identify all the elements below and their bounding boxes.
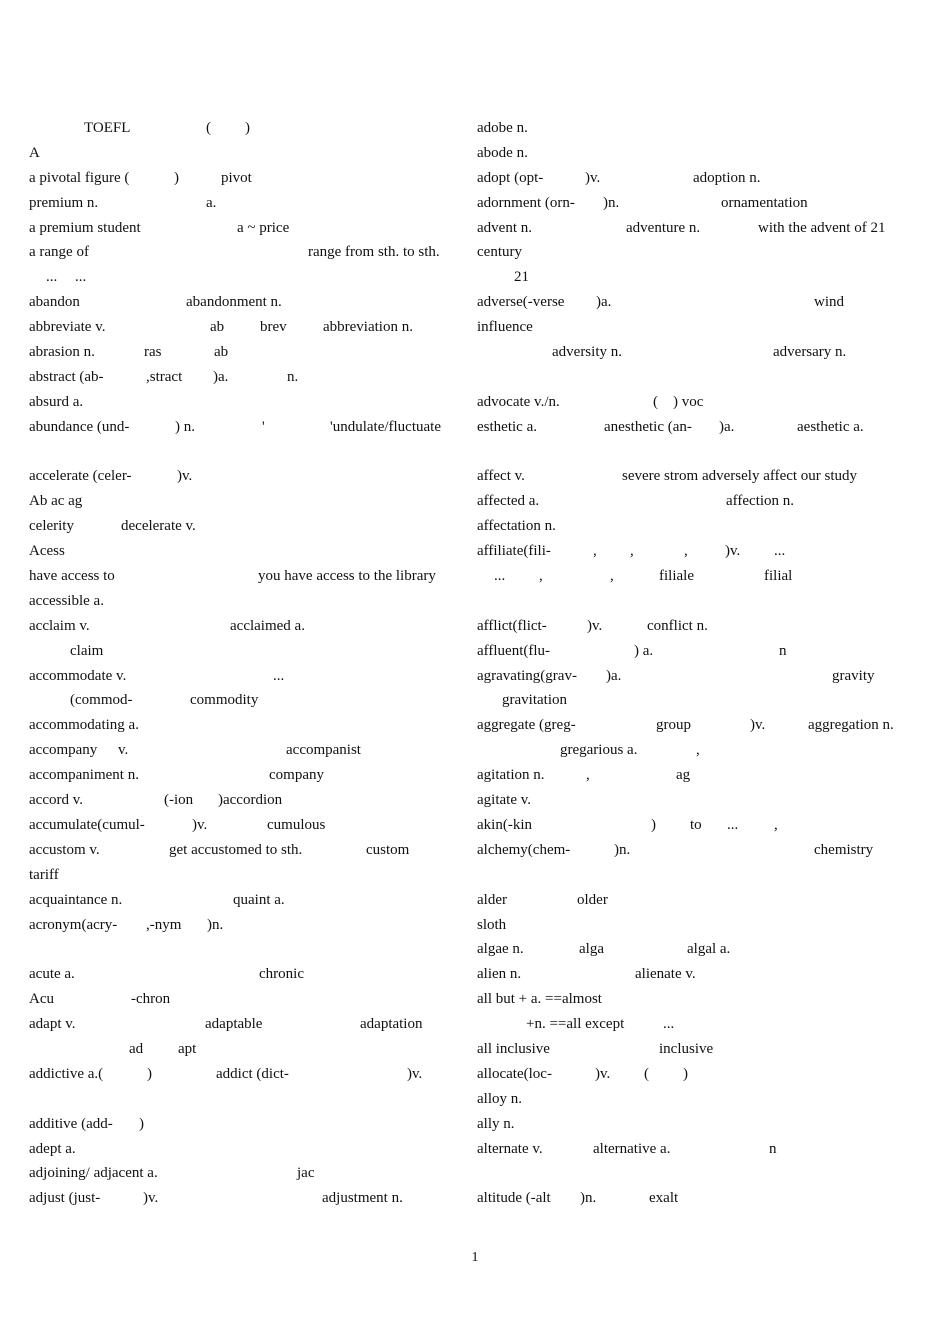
vocab-line bbox=[477, 713, 907, 738]
vocab-line bbox=[29, 888, 459, 913]
vocab-line bbox=[477, 738, 907, 763]
text-segment: agravating(grav- bbox=[477, 667, 577, 684]
vocab-line bbox=[477, 489, 907, 514]
text-segment: alien n. bbox=[477, 966, 522, 983]
vocab-line bbox=[29, 390, 459, 415]
text-segment: a range of bbox=[29, 244, 89, 261]
text-segment: absurd a. bbox=[29, 393, 84, 410]
vocab-line bbox=[29, 788, 459, 813]
text-segment: get accustomed to sth. bbox=[169, 841, 303, 858]
text-segment: affect v. bbox=[477, 468, 525, 485]
text-segment: ( bbox=[206, 120, 211, 136]
vocab-line bbox=[29, 464, 459, 489]
vocab-line bbox=[477, 265, 907, 290]
vocab-line bbox=[29, 1137, 459, 1162]
text-segment: Acess bbox=[29, 543, 65, 560]
text-segment: additive (add- bbox=[29, 1115, 113, 1132]
text-segment: tariff bbox=[29, 866, 59, 883]
vocab-line bbox=[477, 166, 907, 191]
text-segment: (commod- bbox=[70, 692, 133, 709]
text-segment: adjust (just- bbox=[29, 1190, 101, 1207]
text-segment: affected a. bbox=[477, 493, 540, 510]
text-segment: exalt bbox=[649, 1190, 679, 1207]
text-segment: adornment (orn- bbox=[477, 194, 575, 211]
vocab-line bbox=[477, 1186, 907, 1211]
vocab-line bbox=[29, 290, 459, 315]
blank-line bbox=[477, 863, 907, 888]
text-segment: aggregate (greg- bbox=[477, 717, 576, 734]
text-segment: n bbox=[779, 642, 787, 659]
text-segment: ) n. bbox=[175, 418, 195, 435]
text-segment: ally n. bbox=[477, 1115, 515, 1132]
section-letter: A bbox=[29, 144, 40, 161]
text-segment: ras bbox=[144, 344, 162, 361]
blank-line bbox=[29, 937, 459, 962]
vocab-line bbox=[29, 688, 459, 713]
text-segment: adventure n. bbox=[626, 219, 701, 236]
text-segment: accommodate v. bbox=[29, 667, 127, 684]
vocab-line bbox=[29, 365, 459, 390]
vocab-line bbox=[477, 216, 907, 241]
text-segment: , bbox=[593, 543, 597, 560]
text-segment: accumulate(cumul- bbox=[29, 816, 145, 833]
text-segment: a pivotal figure ( bbox=[29, 169, 130, 186]
text-segment: range from sth. to sth. bbox=[308, 244, 440, 261]
text-segment: ' bbox=[262, 418, 265, 435]
text-segment: acclaimed a. bbox=[230, 617, 305, 634]
text-segment: )n. bbox=[207, 916, 224, 933]
text-segment: , bbox=[630, 543, 634, 560]
text-segment: a premium student bbox=[29, 219, 141, 236]
text-segment: 21 bbox=[514, 269, 529, 286]
text-segment: affiliate(fili- bbox=[477, 543, 551, 560]
text-segment: ... bbox=[273, 667, 285, 684]
vocab-line bbox=[477, 191, 907, 216]
text-segment: aesthetic a. bbox=[797, 418, 864, 435]
text-segment: pivot bbox=[221, 169, 252, 186]
vocab-line bbox=[29, 838, 459, 863]
vocab-line bbox=[477, 1087, 907, 1112]
text-segment: )v. bbox=[407, 1065, 423, 1082]
text-segment: inclusive bbox=[659, 1040, 714, 1057]
text-segment: gregarious a. bbox=[560, 742, 638, 759]
text-segment: ,-nym bbox=[146, 916, 182, 933]
text-segment: afflict(flict- bbox=[477, 617, 547, 634]
vocab-line bbox=[29, 141, 459, 166]
text-segment: wind bbox=[814, 294, 844, 311]
text-segment: jac bbox=[297, 1165, 315, 1182]
text-segment: ab bbox=[214, 344, 229, 361]
text-segment: abrasion n. bbox=[29, 344, 95, 361]
text-segment: ,stract bbox=[146, 368, 183, 385]
page-number: 1 bbox=[471, 1250, 479, 1265]
text-segment: esthetic a. bbox=[477, 418, 537, 435]
vocab-line bbox=[29, 564, 459, 589]
text-segment: ... bbox=[494, 568, 506, 585]
text-segment: , bbox=[696, 742, 700, 759]
vocab-line bbox=[29, 514, 459, 539]
text-segment: )v. bbox=[750, 717, 766, 734]
vocab-line bbox=[29, 415, 459, 440]
text-segment: a ~ price bbox=[237, 219, 290, 236]
text-segment: ab bbox=[210, 319, 225, 336]
vocab-line bbox=[477, 1012, 907, 1037]
text-segment: alga bbox=[579, 941, 604, 958]
text-segment: , bbox=[610, 568, 614, 585]
text-segment: severe strom adversely affect our study bbox=[622, 468, 858, 485]
vocab-line bbox=[29, 713, 459, 738]
text-segment: to bbox=[690, 816, 702, 833]
text-segment: filiale bbox=[659, 568, 694, 585]
vocab-line bbox=[477, 415, 907, 440]
text-segment: cumulous bbox=[267, 816, 326, 833]
text-segment: ) bbox=[147, 1065, 152, 1082]
text-segment: have access to bbox=[29, 568, 115, 585]
text-segment: celerity bbox=[29, 518, 74, 535]
text-segment: )v. bbox=[143, 1190, 159, 1207]
text-segment: aggregation n. bbox=[808, 717, 894, 734]
text-segment: chronic bbox=[259, 966, 304, 983]
text-segment: acquaintance n. bbox=[29, 891, 123, 908]
vocab-line bbox=[477, 763, 907, 788]
text-segment: adapt v. bbox=[29, 1016, 76, 1033]
text-segment: (-ion bbox=[164, 792, 194, 809]
text-segment: accord v. bbox=[29, 792, 83, 809]
text-segment: affection n. bbox=[726, 493, 795, 510]
text-segment: , bbox=[586, 767, 590, 784]
text-segment: accompany bbox=[29, 742, 98, 759]
vocab-line bbox=[29, 1112, 459, 1137]
text-segment: )n. bbox=[580, 1190, 597, 1207]
text-segment: acute a. bbox=[29, 966, 75, 983]
vocab-line bbox=[477, 464, 907, 489]
text-segment: adopt (opt- bbox=[477, 169, 544, 186]
blank-line bbox=[477, 440, 907, 465]
text-segment: advent n. bbox=[477, 219, 532, 236]
text-segment: apt bbox=[178, 1040, 197, 1057]
text-segment: agitation n. bbox=[477, 767, 545, 784]
text-segment: century bbox=[477, 244, 522, 261]
vocab-line bbox=[477, 813, 907, 838]
vocab-line bbox=[29, 1186, 459, 1211]
text-segment: accelerate (celer- bbox=[29, 468, 132, 485]
vocab-line bbox=[29, 191, 459, 216]
text-segment: chemistry bbox=[814, 841, 874, 858]
text-segment: ornamentation bbox=[721, 194, 808, 211]
vocab-line bbox=[29, 913, 459, 938]
text-segment: Acu bbox=[29, 991, 54, 1008]
text-segment: ad bbox=[129, 1040, 144, 1057]
text-segment: filial bbox=[764, 568, 793, 585]
text-segment: affluent(flu- bbox=[477, 642, 551, 659]
text-segment: Ab ac ag bbox=[29, 493, 83, 510]
vocab-line bbox=[477, 937, 907, 962]
text-segment: adaptable bbox=[205, 1016, 263, 1033]
text-segment: ) bbox=[683, 1065, 688, 1082]
vocab-line bbox=[29, 813, 459, 838]
vocab-line bbox=[29, 489, 459, 514]
left-column bbox=[29, 116, 459, 1211]
vocab-line bbox=[477, 913, 907, 938]
text-segment: adversary n. bbox=[773, 344, 847, 361]
text-segment: )v. bbox=[587, 617, 603, 634]
vocab-line bbox=[477, 141, 907, 166]
text-segment: all but + a. ==almost bbox=[477, 991, 602, 1008]
text-segment: , bbox=[539, 568, 543, 585]
vocab-line bbox=[29, 738, 459, 763]
vocab-line bbox=[29, 763, 459, 788]
vocab-line bbox=[477, 1137, 907, 1162]
text-segment: quaint a. bbox=[233, 891, 285, 908]
text-segment: )v. bbox=[192, 816, 208, 833]
vocab-line bbox=[29, 962, 459, 987]
text-segment: claim bbox=[70, 642, 104, 659]
text-segment: with the advent of 21 bbox=[758, 219, 886, 236]
text-segment: n. bbox=[287, 368, 299, 385]
vocab-line bbox=[29, 166, 459, 191]
text-segment: adverse(-verse bbox=[477, 294, 565, 311]
text-segment: accustom v. bbox=[29, 841, 100, 858]
text-segment: )a. bbox=[606, 667, 622, 684]
text-segment: )v. bbox=[595, 1065, 611, 1082]
text-segment: a. bbox=[206, 194, 217, 211]
text-segment: accommodating a. bbox=[29, 717, 139, 734]
text-segment: , bbox=[684, 543, 688, 560]
text-segment: you have access to the library bbox=[258, 568, 436, 585]
text-segment: ) a. bbox=[634, 642, 654, 659]
text-segment: accessible a. bbox=[29, 592, 104, 609]
text-segment: abbreviate v. bbox=[29, 319, 106, 336]
text-segment: accompanist bbox=[286, 742, 361, 759]
text-segment: conflict n. bbox=[647, 617, 708, 634]
vocab-line bbox=[477, 788, 907, 813]
text-segment: decelerate v. bbox=[121, 518, 196, 535]
vocab-line bbox=[477, 639, 907, 664]
text-segment: ... bbox=[727, 816, 739, 833]
text-segment: adjoining/ adjacent a. bbox=[29, 1165, 158, 1182]
text-segment: alternate v. bbox=[477, 1140, 543, 1157]
text-segment: ... bbox=[46, 269, 58, 286]
vocab-line bbox=[29, 664, 459, 689]
vocab-line bbox=[29, 539, 459, 564]
text-segment: alder bbox=[477, 891, 507, 908]
text-segment: ) voc bbox=[673, 393, 704, 410]
vocab-line bbox=[29, 987, 459, 1012]
text-segment: sloth bbox=[477, 916, 507, 933]
text-segment: )n. bbox=[614, 841, 631, 858]
text-segment: older bbox=[577, 891, 608, 908]
vocab-line bbox=[477, 838, 907, 863]
text-segment: adobe n. bbox=[477, 120, 528, 136]
text-segment: company bbox=[269, 767, 324, 784]
text-segment: ) bbox=[245, 120, 250, 136]
text-segment: alienate v. bbox=[635, 966, 696, 983]
text-segment: commodity bbox=[190, 692, 259, 709]
text-segment: brev bbox=[260, 319, 287, 336]
text-segment: abundance (und- bbox=[29, 418, 130, 435]
text-segment: )v. bbox=[725, 543, 741, 560]
text-segment: addictive a.( bbox=[29, 1065, 104, 1082]
vocab-line bbox=[29, 240, 459, 265]
blank-line bbox=[29, 1087, 459, 1112]
text-segment: -chron bbox=[131, 991, 171, 1008]
text-segment: agitate v. bbox=[477, 792, 532, 809]
vocab-line bbox=[477, 539, 907, 564]
text-segment: ag bbox=[676, 767, 691, 784]
text-segment: influence bbox=[477, 319, 533, 336]
vocab-line bbox=[29, 265, 459, 290]
right-column bbox=[477, 116, 907, 1211]
text-segment: )v. bbox=[585, 169, 601, 186]
text-segment: group bbox=[656, 717, 691, 734]
vocab-line bbox=[477, 514, 907, 539]
text-segment: ... bbox=[774, 543, 786, 560]
text-segment: adaptation bbox=[360, 1016, 423, 1033]
text-segment: algae n. bbox=[477, 941, 524, 958]
vocab-line bbox=[477, 688, 907, 713]
text-segment: )accordion bbox=[218, 792, 283, 809]
vocab-line bbox=[477, 888, 907, 913]
text-segment: n bbox=[769, 1140, 777, 1157]
text-segment: all inclusive bbox=[477, 1040, 550, 1057]
vocab-line bbox=[29, 1161, 459, 1186]
vocab-line bbox=[477, 390, 907, 415]
vocab-line bbox=[477, 962, 907, 987]
text-segment: acclaim v. bbox=[29, 617, 90, 634]
text-segment: allocate(loc- bbox=[477, 1065, 552, 1082]
text-segment: abbreviation n. bbox=[323, 319, 413, 336]
vocab-line bbox=[29, 863, 459, 888]
vocab-line bbox=[29, 1037, 459, 1062]
text-segment: ) bbox=[174, 169, 179, 186]
text-segment: gravity bbox=[832, 667, 875, 684]
text-segment: adept a. bbox=[29, 1140, 76, 1157]
vocab-line bbox=[29, 589, 459, 614]
text-segment: ... bbox=[75, 269, 87, 286]
blank-line bbox=[477, 365, 907, 390]
text-segment: acronym(acry- bbox=[29, 916, 118, 933]
text-segment: , bbox=[774, 816, 778, 833]
vocab-line bbox=[477, 116, 907, 141]
vocab-line bbox=[477, 340, 907, 365]
text-segment: )a. bbox=[719, 418, 735, 435]
vocab-line bbox=[477, 987, 907, 1012]
text-segment: adversity n. bbox=[552, 344, 622, 361]
vocab-line bbox=[477, 240, 907, 265]
vocab-line bbox=[29, 1012, 459, 1037]
text-segment: abandon bbox=[29, 294, 80, 311]
text-segment: altitude (-alt bbox=[477, 1190, 551, 1207]
vocab-line bbox=[477, 1037, 907, 1062]
text-segment: adjustment n. bbox=[322, 1190, 403, 1207]
vocab-line bbox=[477, 664, 907, 689]
text-segment: addict (dict- bbox=[216, 1065, 289, 1082]
text-segment: )a. bbox=[596, 294, 612, 311]
text-segment: )a. bbox=[213, 368, 229, 385]
text-segment: abstract (ab- bbox=[29, 368, 104, 385]
vocab-line bbox=[477, 1112, 907, 1137]
text-segment: ) bbox=[139, 1115, 144, 1132]
text-segment: ( bbox=[644, 1065, 649, 1082]
blank-line bbox=[29, 440, 459, 465]
text-segment: algal a. bbox=[687, 941, 731, 958]
vocab-line bbox=[477, 290, 907, 315]
text-segment: alternative a. bbox=[593, 1140, 671, 1157]
text-segment: akin(-kin bbox=[477, 816, 532, 833]
text-segment: 'undulate/fluctuate bbox=[330, 418, 441, 435]
text-segment: +n. ==all except bbox=[526, 1016, 625, 1033]
text-segment: accompaniment n. bbox=[29, 767, 139, 784]
text-segment: ... bbox=[663, 1016, 675, 1033]
text-segment: ) bbox=[651, 816, 656, 833]
blank-line bbox=[477, 589, 907, 614]
vocab-line bbox=[29, 639, 459, 664]
vocab-line bbox=[29, 315, 459, 340]
text-segment: adoption n. bbox=[693, 169, 761, 186]
text-segment: alloy n. bbox=[477, 1090, 522, 1107]
text-segment: abandonment n. bbox=[186, 294, 282, 311]
vocab-line bbox=[477, 614, 907, 639]
vocab-line bbox=[477, 1062, 907, 1087]
text-segment: alchemy(chem- bbox=[477, 841, 571, 858]
text-segment: )v. bbox=[177, 468, 193, 485]
text-segment: anesthetic (an- bbox=[604, 418, 692, 435]
text-segment: custom bbox=[366, 841, 410, 858]
vocab-line bbox=[29, 614, 459, 639]
vocab-line bbox=[477, 315, 907, 340]
vocab-line bbox=[29, 116, 459, 141]
title-text: TOEFL bbox=[84, 120, 131, 136]
blank-line bbox=[477, 1161, 907, 1186]
text-segment: v. bbox=[118, 742, 129, 759]
text-segment: premium n. bbox=[29, 194, 99, 211]
vocab-line bbox=[477, 564, 907, 589]
vocab-line bbox=[29, 216, 459, 241]
text-segment: gravitation bbox=[502, 692, 567, 709]
text-segment: advocate v./n. bbox=[477, 393, 560, 410]
text-segment: ( bbox=[653, 393, 658, 410]
text-segment: affectation n. bbox=[477, 518, 556, 535]
vocab-line bbox=[29, 340, 459, 365]
vocab-line bbox=[29, 1062, 459, 1087]
text-segment: abode n. bbox=[477, 144, 528, 161]
text-segment: )n. bbox=[603, 194, 620, 211]
